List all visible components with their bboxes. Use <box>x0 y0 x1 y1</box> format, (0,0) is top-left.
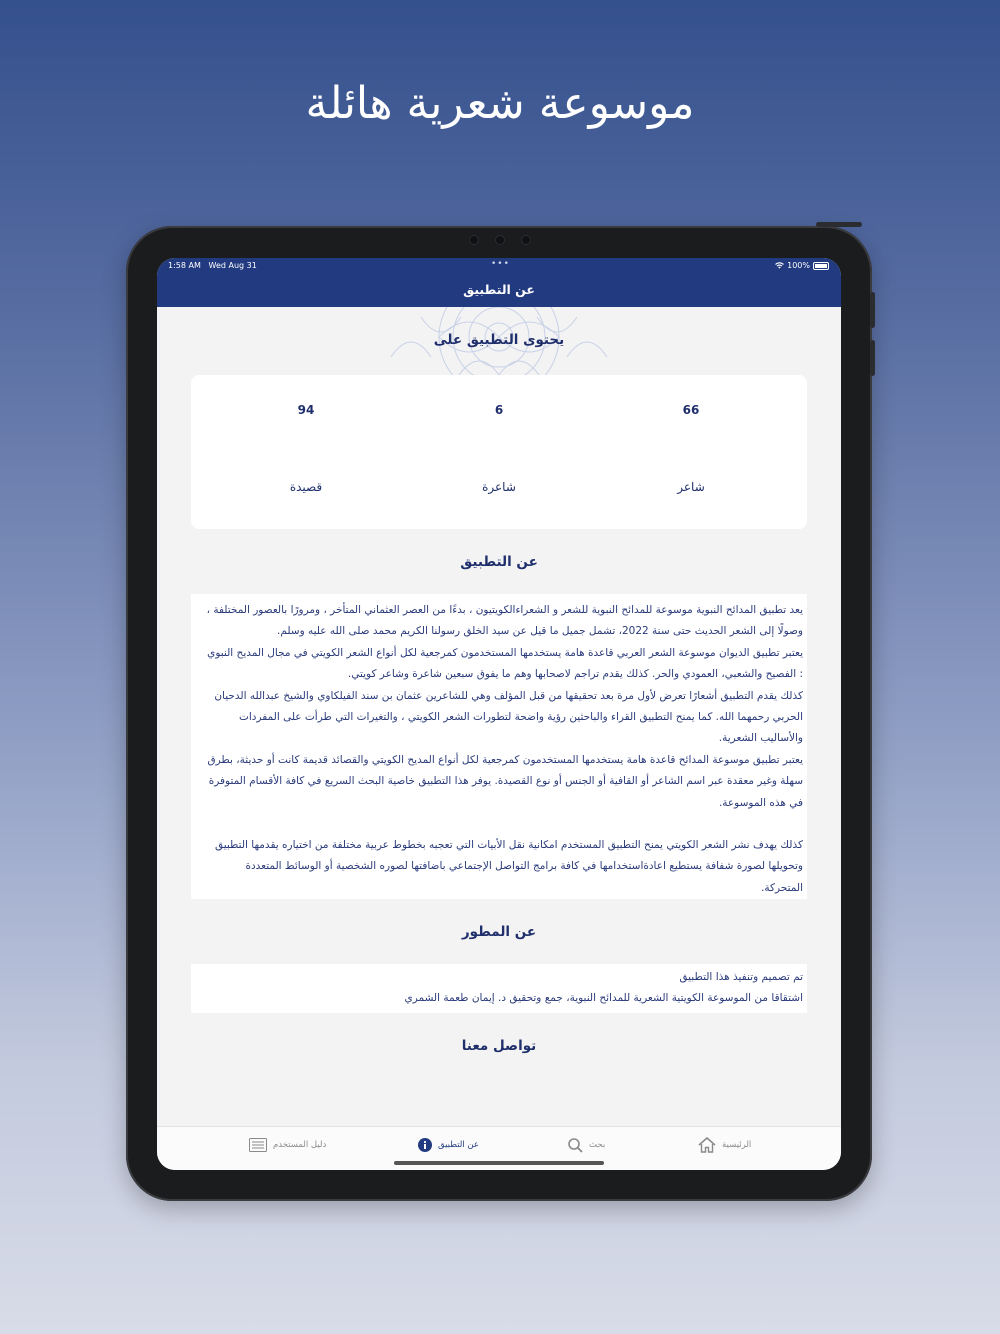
stat-label: شاعرة <box>482 480 516 494</box>
developer-title: عن المطور <box>461 924 537 940</box>
stat-label: قصيدة <box>289 480 323 494</box>
status-time: 1:58 AM Wed Aug 31 <box>168 261 257 270</box>
navigation-bar <box>157 258 841 307</box>
search-icon <box>568 1138 583 1153</box>
developer-text-card <box>191 964 807 1013</box>
about-paragraph: يعتبر تطبيق الديوان موسوعة الشعر العربي قاعدة هامة يستخدمها المستخدمون كمرجعية لكل أنواع الشعر الكويتي في مجال المديح النبوي : الفصيح والشعبي، العمودي والحر. كذلك يقدم تراجم لاصحابها وهم ما يفوق سبعين شاعرة وشاعر كويتي. <box>207 646 803 681</box>
about-paragraph: يعد تطبيق المدائح النبوية موسوعة للمدائح النبوية للشعر و الشعراءالكويتيون ، بدءًا من العصر العثماني المتأخر ، ومرورًا بالعصور المختلفة ، وصولًا إلى الشعر الحديث حتى سنة 2022، تشمل جميل ما قيل عن سيد الخلق رسولنا الكريم محمد صلى الله عليه وسلم. <box>206 604 803 638</box>
tab-label: بحث <box>589 1140 606 1150</box>
power-button <box>816 222 862 227</box>
stats-card <box>191 375 807 529</box>
tab-home[interactable] <box>698 1136 751 1154</box>
about-paragraph: كذلك يقدم التطبيق أشعارًا تعرض لأول مرة بعد تحقيقها من قبل المؤلف وهي للشاعرين عثمان بن سند الفيلكاوي والشيخ عبدالله الدحيان الحربي رحمهما الله. كما يمنح التطبيق القراء والباحثين رؤية واضحة لتطورات الشعر الكويتي ، والتغيرات التي طرأت على المفردات والأساليب الشعرية. <box>214 689 803 745</box>
multitasking-dots[interactable]: ••• <box>491 259 510 269</box>
app-screen <box>157 258 841 1170</box>
stat-poets <box>641 403 741 494</box>
battery-icon <box>813 262 829 270</box>
volume-up-button <box>870 292 875 328</box>
tab-label: دليل المستخدم <box>273 1140 327 1150</box>
page-title: عن التطبيق <box>463 282 535 297</box>
user-guide-icon <box>249 1138 267 1152</box>
stat-value: 6 <box>494 403 504 417</box>
about-title: عن التطبيق <box>460 554 538 570</box>
tab-label: الرئيسية <box>722 1140 752 1150</box>
tab-user-guide[interactable] <box>249 1136 326 1154</box>
about-text-card <box>191 594 807 899</box>
about-paragraph: كذلك يهدف نشر الشعر الكويتي يمنح التطبيق المستخدم امكانية نقل الأبيات التي تعجبه بخطوط عربية مختلفة من اختياره يقدمها التطبيق وتحويلها لصورة شفافة يستطيع اعادةاستخدامها في كافة برامج التواصل الإجتماعي باضافتها لصوره الشخصية أو الوسائط المتعددة المتحركة. <box>214 839 803 894</box>
info-icon <box>418 1138 432 1152</box>
status-indicators <box>775 261 829 270</box>
stat-label: شاعر <box>677 480 705 494</box>
contact-title[interactable]: تواصل معنا <box>461 1038 537 1054</box>
developer-line: اشتقاقا من الموسوعة الكويتية الشعرية للمدائح النبوية، جمع وتحقيق د. إيمان طعمة الشمري <box>404 992 803 1005</box>
tab-about[interactable] <box>418 1136 479 1154</box>
stat-value: 66 <box>682 403 700 417</box>
about-paragraph: يعتبر تطبيق موسوعة المدائح قاعدة هامة يستخدمها المستخدمون كمرجعية لكل أنواع المديح الكويتي والقصائد قديمة كانت أو حديثة، بطرق سهلة وغير معقدة عبر اسم الشاعر أو القافية أو الجنس أو نوع القصيدة. يوفر هذا التطبيق خاصية البحث السريع في كافة الأقسام المتوفرة في هذه الموسوعة. <box>207 753 803 809</box>
camera <box>470 233 530 247</box>
stat-value: 94 <box>297 403 315 417</box>
stat-poems <box>256 403 356 494</box>
home-icon <box>698 1137 716 1153</box>
volume-down-button <box>870 340 875 376</box>
developer-line: تم تصميم وتنفيذ هذا التطبيق <box>679 971 803 983</box>
stat-poetesses <box>449 403 549 494</box>
tab-search[interactable] <box>568 1136 605 1154</box>
battery-percent: 100% <box>787 261 810 270</box>
tab-label: عن التطبيق <box>438 1140 479 1150</box>
wifi-icon <box>775 262 784 269</box>
home-indicator[interactable] <box>394 1161 604 1165</box>
contains-title: يحتوى التطبيق على <box>433 332 565 348</box>
headline: موسوعة شعرية هائلة <box>305 78 695 129</box>
